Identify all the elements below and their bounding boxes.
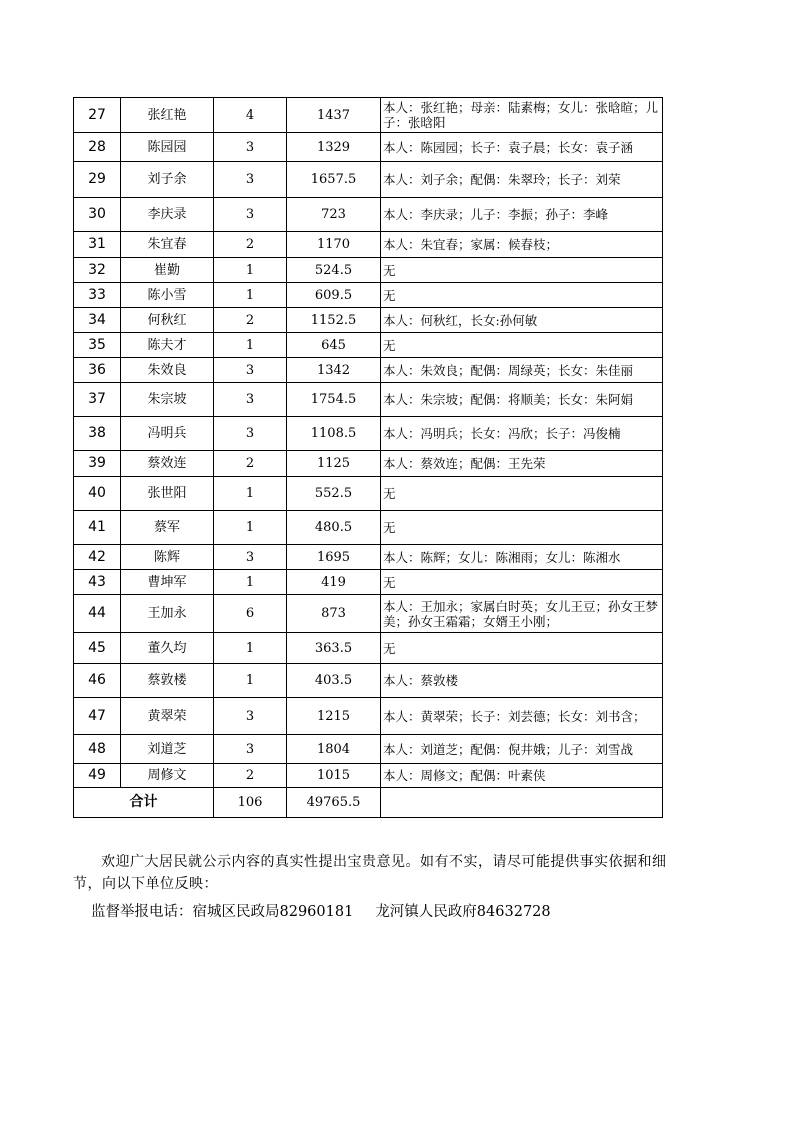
cell-household-count: 2 xyxy=(214,232,287,258)
cell-amount: 1015 xyxy=(287,764,381,788)
cell-number: 43 xyxy=(74,570,121,595)
cell-number: 32 xyxy=(74,258,121,283)
contact-town-government: 龙河镇人民政府84632728 xyxy=(375,904,551,920)
table-row xyxy=(74,232,663,258)
cell-number: 27 xyxy=(74,98,121,133)
cell-number: 35 xyxy=(74,333,121,358)
cell-household-count: 1 xyxy=(214,633,287,664)
notice-text: 欢迎广大居民就公示内容的真实性提出宝贵意见。如有不实，请尽可能提供事实依据和细节，向以下单位反映： xyxy=(73,854,667,892)
cell-name: 蔡敦楼 xyxy=(121,664,214,698)
supervision-label: 监督举报电话： xyxy=(91,904,193,920)
table-row xyxy=(74,664,663,698)
cell-number: 34 xyxy=(74,308,121,333)
cell-household-count: 1 xyxy=(214,283,287,308)
cell-name: 朱宜春 xyxy=(121,232,214,258)
cell-members: 本人：蔡敦楼 xyxy=(381,664,663,698)
cell-number: 44 xyxy=(74,595,121,633)
cell-name: 董久均 xyxy=(121,633,214,664)
cell-name: 蔡军 xyxy=(121,511,214,545)
table-row xyxy=(74,358,663,383)
cell-amount: 1437 xyxy=(287,98,381,133)
cell-members: 无 xyxy=(381,570,663,595)
cell-number: 40 xyxy=(74,477,121,511)
cell-number: 29 xyxy=(74,162,121,198)
table-row xyxy=(74,283,663,308)
table-row xyxy=(74,764,663,788)
table-row xyxy=(74,595,663,633)
cell-members: 本人：朱宗坡；配偶：将顺美；长女：朱阿娟 xyxy=(381,383,663,417)
cell-number: 37 xyxy=(74,383,121,417)
cell-household-count: 3 xyxy=(214,735,287,764)
cell-members: 本人：冯明兵；长女：冯欣；长子：冯俊楠 xyxy=(381,417,663,451)
table-row xyxy=(74,451,663,477)
cell-amount: 723 xyxy=(287,198,381,232)
cell-members: 本人：陈辉；女儿：陈湘雨；女儿：陈湘水 xyxy=(381,545,663,570)
cell-members: 无 xyxy=(381,283,663,308)
cell-amount: 552.5 xyxy=(287,477,381,511)
cell-members: 本人：何秋红，长女:孙何敏 xyxy=(381,308,663,333)
cell-number: 28 xyxy=(74,133,121,162)
table-row xyxy=(74,735,663,764)
total-row xyxy=(74,788,663,818)
cell-amount: 480.5 xyxy=(287,511,381,545)
table-row xyxy=(74,511,663,545)
table-row xyxy=(74,698,663,735)
cell-amount: 1695 xyxy=(287,545,381,570)
cell-name: 曹坤军 xyxy=(121,570,214,595)
cell-members: 本人：王加永；家属白时英；女儿王豆；孙女王梦美；孙女王霜霜；女婿王小刚； xyxy=(381,595,663,633)
relief-list-sheet xyxy=(73,97,663,818)
cell-number: 41 xyxy=(74,511,121,545)
cell-name: 陈辉 xyxy=(121,545,214,570)
cell-members: 本人：刘道芝；配偶：倪井娥；儿子：刘雪战 xyxy=(381,735,663,764)
cell-name: 朱宗坡 xyxy=(121,383,214,417)
cell-number: 42 xyxy=(74,545,121,570)
cell-members: 本人：周修文；配偶：叶素侠 xyxy=(381,764,663,788)
relief-table xyxy=(73,97,663,818)
table-row xyxy=(74,133,663,162)
cell-members: 本人：李庆录；儿子：李振；孙子：李峰 xyxy=(381,198,663,232)
table-row xyxy=(74,417,663,451)
cell-household-count: 6 xyxy=(214,595,287,633)
cell-household-count: 1 xyxy=(214,333,287,358)
cell-number: 31 xyxy=(74,232,121,258)
cell-household-count: 3 xyxy=(214,198,287,232)
cell-name: 刘道芝 xyxy=(121,735,214,764)
table-body xyxy=(74,98,663,788)
cell-number: 36 xyxy=(74,358,121,383)
cell-amount: 524.5 xyxy=(287,258,381,283)
cell-household-count: 2 xyxy=(214,764,287,788)
cell-amount: 1152.5 xyxy=(287,308,381,333)
cell-amount: 1657.5 xyxy=(287,162,381,198)
cell-household-count: 1 xyxy=(214,664,287,698)
cell-name: 张红艳 xyxy=(121,98,214,133)
cell-name: 刘子余 xyxy=(121,162,214,198)
cell-number: 46 xyxy=(74,664,121,698)
cell-name: 蔡效连 xyxy=(121,451,214,477)
cell-number: 33 xyxy=(74,283,121,308)
cell-members: 本人：朱效良；配偶：周绿英；长女：朱佳丽 xyxy=(381,358,663,383)
table-row xyxy=(74,258,663,283)
cell-household-count: 3 xyxy=(214,545,287,570)
cell-household-count: 3 xyxy=(214,133,287,162)
cell-members: 本人：黄翠荣；长子：刘芸德；长女：刘书含； xyxy=(381,698,663,735)
cell-number: 45 xyxy=(74,633,121,664)
cell-number: 49 xyxy=(74,764,121,788)
cell-members: 无 xyxy=(381,633,663,664)
cell-name: 陈园园 xyxy=(121,133,214,162)
cell-amount: 873 xyxy=(287,595,381,633)
cell-household-count: 3 xyxy=(214,383,287,417)
cell-household-count: 1 xyxy=(214,477,287,511)
cell-amount: 1215 xyxy=(287,698,381,735)
cell-amount: 1108.5 xyxy=(287,417,381,451)
cell-number: 30 xyxy=(74,198,121,232)
cell-household-count: 1 xyxy=(214,258,287,283)
cell-amount: 419 xyxy=(287,570,381,595)
cell-amount: 403.5 xyxy=(287,664,381,698)
table-row xyxy=(74,198,663,232)
cell-number: 48 xyxy=(74,735,121,764)
cell-name: 陈小雪 xyxy=(121,283,214,308)
cell-amount: 1754.5 xyxy=(287,383,381,417)
cell-members: 本人：刘子余；配偶：朱翠玲；长子：刘荣 xyxy=(381,162,663,198)
cell-name: 李庆录 xyxy=(121,198,214,232)
total-label: 合计 xyxy=(74,788,214,818)
cell-amount: 1804 xyxy=(287,735,381,764)
cell-members: 无 xyxy=(381,333,663,358)
table-row xyxy=(74,333,663,358)
cell-name: 张世阳 xyxy=(121,477,214,511)
cell-name: 王加永 xyxy=(121,595,214,633)
cell-members: 本人：陈园园；长子：袁子晨；长女：袁子涵 xyxy=(381,133,663,162)
cell-household-count: 2 xyxy=(214,451,287,477)
cell-amount: 1125 xyxy=(287,451,381,477)
table-row xyxy=(74,545,663,570)
total-amount: 49765.5 xyxy=(287,788,381,818)
cell-household-count: 1 xyxy=(214,570,287,595)
cell-members: 本人：蔡效连；配偶：王先荣 xyxy=(381,451,663,477)
cell-number: 39 xyxy=(74,451,121,477)
cell-household-count: 3 xyxy=(214,358,287,383)
cell-name: 朱效良 xyxy=(121,358,214,383)
cell-name: 陈夫才 xyxy=(121,333,214,358)
cell-name: 周修文 xyxy=(121,764,214,788)
cell-name: 崔勤 xyxy=(121,258,214,283)
cell-members: 本人：朱宜春；家属：候春枝； xyxy=(381,232,663,258)
total-members xyxy=(381,788,663,818)
cell-household-count: 3 xyxy=(214,162,287,198)
table-row xyxy=(74,477,663,511)
cell-number: 47 xyxy=(74,698,121,735)
cell-members: 无 xyxy=(381,258,663,283)
cell-amount: 609.5 xyxy=(287,283,381,308)
cell-household-count: 3 xyxy=(214,417,287,451)
cell-amount: 1329 xyxy=(287,133,381,162)
cell-members: 无 xyxy=(381,477,663,511)
total-count: 106 xyxy=(214,788,287,818)
cell-name: 何秋红 xyxy=(121,308,214,333)
cell-name: 黄翠荣 xyxy=(121,698,214,735)
cell-household-count: 4 xyxy=(214,98,287,133)
cell-household-count: 1 xyxy=(214,511,287,545)
cell-amount: 645 xyxy=(287,333,381,358)
cell-amount: 1342 xyxy=(287,358,381,383)
cell-number: 38 xyxy=(74,417,121,451)
cell-amount: 363.5 xyxy=(287,633,381,664)
cell-amount: 1170 xyxy=(287,232,381,258)
table-row xyxy=(74,98,663,133)
supervision-line xyxy=(91,900,551,921)
table-row xyxy=(74,162,663,198)
cell-household-count: 3 xyxy=(214,698,287,735)
table-row xyxy=(74,570,663,595)
cell-members: 无 xyxy=(381,511,663,545)
table-row xyxy=(74,383,663,417)
table-row xyxy=(74,308,663,333)
contact-civil-affairs: 宿城区民政局82960181 xyxy=(192,904,354,920)
cell-members: 本人：张红艳；母亲：陆素梅；女儿：张晗暄；儿子：张晗阳 xyxy=(381,98,663,133)
cell-household-count: 2 xyxy=(214,308,287,333)
table-row xyxy=(74,633,663,664)
cell-name: 冯明兵 xyxy=(121,417,214,451)
